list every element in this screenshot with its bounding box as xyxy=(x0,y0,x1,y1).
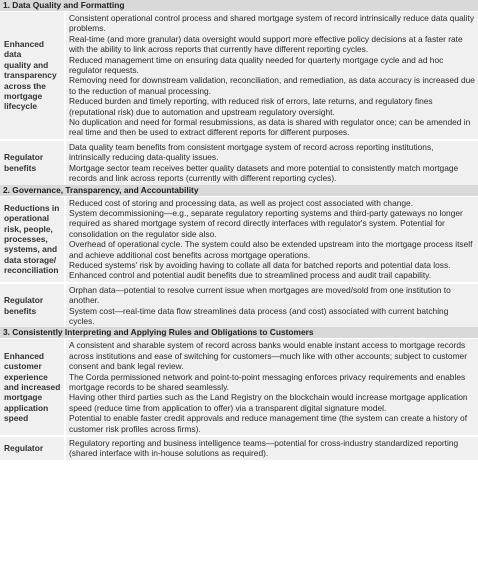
row-label xyxy=(0,141,64,185)
benefit-text: Overhead of operational cycle. The system could also be extended upstream into the mortgage process itself and achieve additional cost benefits across mortgage operations. xyxy=(69,239,473,260)
row-label-line: benefits xyxy=(4,305,37,316)
benefit-text: Reduced management time on ensuring data quality needed for quarterly mortgage cycle and ad hoc regulator requests. xyxy=(69,54,444,76)
benefit-text: A consistent and sharable system of record across banks would enable instant access to mortgage records across institutions and ease of switching for customers—much like with other accounts; subject to customer consent and bank legal review. xyxy=(69,340,467,372)
benefit-text: System cost—real-time data flow streamlines data process (and cost) associated with current batching cycles. xyxy=(69,305,449,326)
row-label-line: experience xyxy=(4,371,48,382)
benefit-text: Having other third parties such as the Land Registry on the blockchain would increase mortgage application speed (reduce time from application to offer) via a transparent digital signature model. xyxy=(69,392,468,413)
row-label-line: benefits xyxy=(4,162,37,173)
row-label-line: operational xyxy=(4,213,50,224)
benefit-text: Reduced cost of storing and processing data, as well as project cost associated with change. xyxy=(69,197,414,208)
benefit-text: Reduced burden and timely reporting, with reduced risk of errors, late returns, and regulatory fines (reputational risk) due to automation and upstream regulatory oversight. xyxy=(69,96,433,117)
row-content xyxy=(64,339,478,435)
row-label-line: data xyxy=(4,49,22,60)
row-label xyxy=(0,437,64,460)
benefit-text: System decommissioning—e.g., separate regulatory reporting systems and third-party gateways no longer required as shared mortgage system of record directly interfaces with regulator's system. Potential for consolidation on the regulator side also. xyxy=(69,207,463,239)
row-label-line: risk, people, xyxy=(4,223,53,234)
row-content xyxy=(64,284,478,328)
row-label-line: Enhanced xyxy=(4,350,45,361)
table-row xyxy=(0,196,478,282)
row-label-line: processes, xyxy=(4,233,48,244)
benefit-text: No duplication and need for formal resubmissions, as data is shared with regulator once; can be amended in real time and then be used to extract different reports for different purposes. xyxy=(69,117,471,138)
table-row xyxy=(0,282,478,328)
row-label-line: Regulator xyxy=(4,295,44,306)
row-label-line: application xyxy=(4,402,49,413)
benefit-text: Enhanced control and potential audit benefits due to streamlined process and audit trail capability. xyxy=(69,270,432,281)
benefit-text: Orphan data—potential to resolve current issue when mortgages are moved/sold from one institution to another. xyxy=(69,284,451,306)
row-label-line: lifecycle xyxy=(4,101,38,112)
benefit-text: Data quality team benefits from consistent mortgage system of record across reporting institutions, intrinsically reducing data-quality issues. xyxy=(69,141,434,163)
section-header: 1. Data Quality and Formatting xyxy=(0,0,478,11)
table-row xyxy=(0,338,478,435)
row-label xyxy=(0,339,64,435)
benefit-text: Real-time (and more granular) data oversight would support more effective policy decisions at a faster rate with the ability to link across reports that currently have different reporting cycles. xyxy=(69,33,463,55)
row-content xyxy=(64,197,478,282)
row-label-line: mortgage xyxy=(4,91,43,102)
row-label-line: mortgage xyxy=(4,392,43,403)
row-label-line: Reductions in xyxy=(4,202,60,213)
row-label-line: customer xyxy=(4,361,42,372)
row-content xyxy=(64,437,478,460)
row-label-line: Regulator xyxy=(4,152,44,163)
row-label-line: transparency xyxy=(4,70,57,81)
benefit-text: Removing need for downstream validation, reconciliation, and remediation, as data accuracy is increased due to the reduction of manual processing. xyxy=(69,75,475,96)
row-label-line: data storage/ xyxy=(4,254,57,265)
benefit-text: Potential to enable faster credit approvals and reduce management time (the system can create a history of customer risk profiles across firms). xyxy=(69,413,468,434)
benefit-text: Mortgage sector team receives better quality datasets and more potential to consistently match mortgage records and link across reports (currently with different reporting cycles). xyxy=(69,162,459,184)
table-row xyxy=(0,435,478,460)
row-label-line: speed xyxy=(4,413,29,424)
row-label-line: reconciliation xyxy=(4,265,59,276)
row-label xyxy=(0,197,64,282)
row-label xyxy=(0,12,64,139)
benefit-text: Consistent operational control process and shared mortgage system of record intrinsically reduce data quality problems. xyxy=(69,13,475,34)
row-content xyxy=(64,12,478,139)
table-row xyxy=(0,139,478,185)
benefit-text: The Corda permissioned network and point-to-point messaging enforces privacy requirements and enables mortgage records to be shared seamlessly. xyxy=(69,371,466,392)
table-row xyxy=(0,11,478,139)
row-label-line: Regulator xyxy=(4,443,44,454)
row-content xyxy=(64,141,478,185)
section-header: 3. Consistently Interpreting and Applying Rules and Obligations to Customers xyxy=(0,327,478,338)
row-label-line: systems, and xyxy=(4,244,58,255)
row-label-line: Enhanced xyxy=(4,39,45,50)
row-label-line: across the xyxy=(4,80,46,91)
row-label xyxy=(0,284,64,328)
section-header: 2. Governance, Transparency, and Accountability xyxy=(0,185,478,196)
benefit-text: Regulatory reporting and business intelligence teams—potential for cross-industry standardized reporting (shared interface with in-house solutions as required). xyxy=(69,438,459,459)
row-label-line: quality and xyxy=(4,59,49,70)
benefit-text: Reduced systems' risk by avoiding having to collate all data for batched reports and potential data loss. xyxy=(69,259,451,270)
row-label-line: and increased xyxy=(4,382,61,392)
